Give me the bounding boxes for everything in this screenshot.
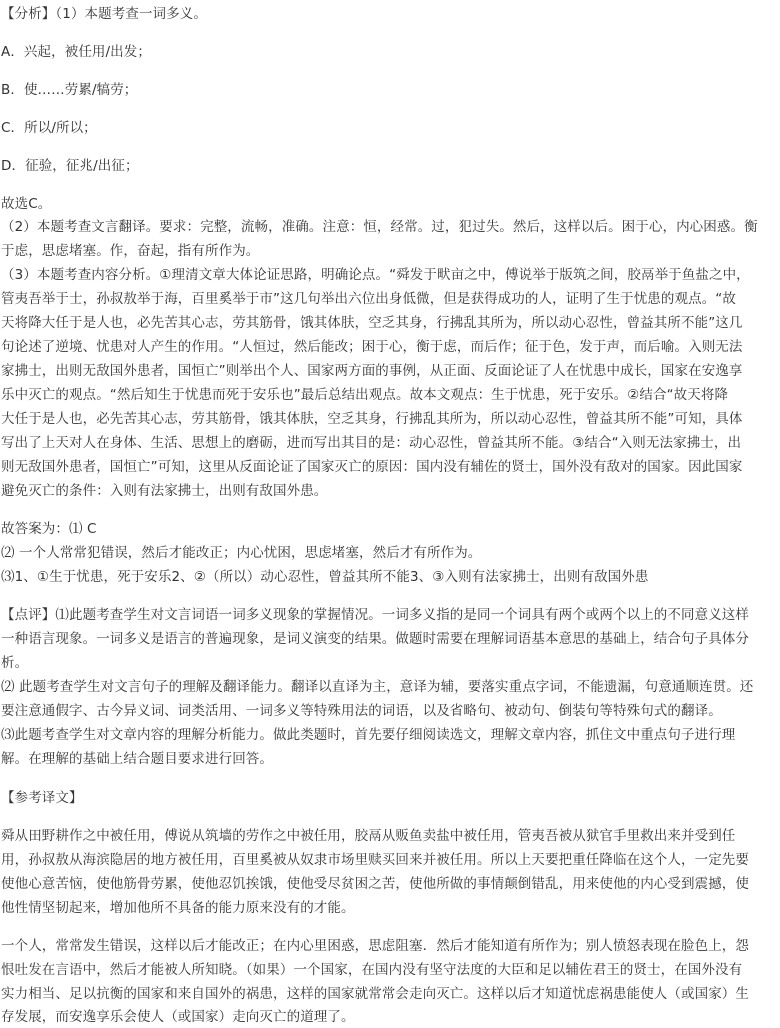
p3-line: 大任于是人也，必先苦其心志，劳其筋骨，饿其体肤，空乏其身，行拂乱其所为，所以动心忍性，曾益其所不能”可知，具体 [1,411,743,427]
comment-line: ⑵ 此题考查学生对文言句子的理解及翻译能力。翻译以直译为主，意译为辅，要落实重点字词，不能遗漏，句意通顺连贯。还 [1,679,754,695]
translation-para2-line: 存发展，而安逸享乐会使人（或国家）走向灭亡的道理了。 [1,1009,355,1025]
comment-line: 要注意通假字、古今异义词、词类活用、一词多义等特殊用法的词语，以及省略句、被动句、倒装句等特殊句式的翻译。 [1,703,722,719]
comment-line: 一种语言现象。一词多义是语言的普遍现象，是词义演变的结果。做题时需要在理解词语基本意思的基础上，结合句子具体分 [1,631,749,647]
p3-line: 则无敌国外患者，国恒亡”可知，这里从反面论证了国家灭亡的原因：国内没有辅佐的贤士，国外没有敌对的国家。因此国家 [1,459,743,475]
translation-para1-line: 他性情坚韧起来，增加他所不具备的能力原来没有的才能。 [1,900,355,916]
translation-para2-line: 一个人，常常发生错误，这样以后才能改正；在内心里困惑，思虑阻塞．然后才能知道有所作为；别人愤怒表现在脸色上，怨 [1,938,749,954]
answer-3: ⑶1、①生于忧患，死于安乐2、②（所以）动心忍性，曾益其所不能3、③入则有法家拂士，出则有敌国外患 [1,569,649,585]
p3-line: （3）本题考查内容分析。①理清文章大体论证思路，明确论点。“舜发于畎亩之中，傅说举于版筑之间，胶鬲举于鱼盐之中， [1,267,750,283]
translation-para1-line: 舜从田野耕作之中被任用，傅说从筑墙的劳作之中被任用，胶鬲从贩鱼卖盐中被任用，管夷吾被从狱官手里救出来并受到任 [1,828,736,844]
p2-line: 于虑，思虑堵塞。作，奋起，指有所作为。 [1,243,260,259]
translation-para1-line: 用，孙叔敖从海滨隐居的地方被任用，百里奚被从奴隶市场里赎买回来并被任用。所以上天要把重任降临在这个人，一定先要 [1,852,749,868]
p3-line: 写出了上天对人在身体、生活、思想上的磨砺，进而写出其目的是：动心忍性，曾益其所不能。③结合“入则无法家拂士，出 [1,435,742,451]
option-c: C．所以/所以； [1,120,97,136]
comment-line: 析。 [1,655,29,671]
p3-line: 天将降大任于是人也，必先苦其心志，劳其筋骨，饿其体肤，空乏其身，行拂乱其所为，所以动心忍性，曾益其所不能”这几 [1,315,743,331]
translation-para2-line: 恨吐发在言语中，然后才能被人所知晓。（如果）一个国家，在国内没有坚守法度的大臣和足以辅佐君王的贤士，在国外没有 [1,962,743,978]
comment-line: 【点评】⑴此题考查学生对文言词语一词多义现象的掌握情况。一词多义指的是同一个词具有两个或两个以上的不同意义这样 [1,607,749,623]
p3-line: 家拂士，出则无敌国外患者，国恒亡”则举出个人、国家两方面的事例，从正面、反面论证了人在忧患中成长，国家在安逸享 [1,363,743,379]
translation-para2-line: 实力相当、足以抗衡的国家和来自国外的祸患，这样的国家就常常会走向灭亡。这样以后才知道忧虑祸患能使人（或国家）生 [1,986,749,1002]
p3-line: 乐中灭亡的观点。“然后知生于忧患而死于安乐也”最后总结出观点。故本文观点：生于忧患，死于安乐。②结合“故天将降 [1,387,729,403]
p2-line: （2）本题考查文言翻译。要求：完整，流畅，准确。注意：恒，经常。过，犯过失。然后，这样以后。困于心，内心困惑。衡 [1,219,758,235]
translation-heading: 【参考译文】 [1,790,83,806]
answer-1: 故答案为：⑴ C [1,521,97,537]
p3-line: 管夷吾举于士，孙叔敖举于海，百里奚举于市”这几句举出六位出身低微，但是获得成功的人，证明了生于忧患的观点。“故 [1,291,736,307]
option-d: D．征验，征兆/出征； [1,158,139,174]
answer-2: ⑵ 一个人常常犯错误，然后才能改正；内心忧困，思虑堵塞，然后才有所作为。 [1,545,482,561]
p3-line: 句论述了逆境、忧患对人产生的作用。“人恒过，然后能改；困于心，衡于虑，而后作；征于色，发于声，而后喻。入则无法 [1,339,743,355]
p3-line: 避免灭亡的条件：入则有法家拂士，出则有敌国外患。 [1,483,328,499]
comment-line: ⑶此题考查学生对文章内容的理解分析能力。做此类题时，首先要仔细阅读选文，理解文章内容，抓住文中重点句子进行理 [1,727,736,743]
comment-line: 解。在理解的基础上结合题目要求进行回答。 [1,751,273,767]
option-a: A．兴起，被任用/出发； [1,44,151,60]
analysis-heading: 【分析】（1）本题考查一词多义。 [1,6,207,22]
choose-answer: 故选C。 [1,196,52,212]
option-b: B．使……劳累/犒劳； [1,82,138,98]
translation-para1-line: 使他心意苦恼，使他筋骨劳累，使他忍饥挨饿，使他受尽贫困之苦，使他所做的事情颠倒错乱，用来使他的内心受到震撼，使 [1,876,749,892]
